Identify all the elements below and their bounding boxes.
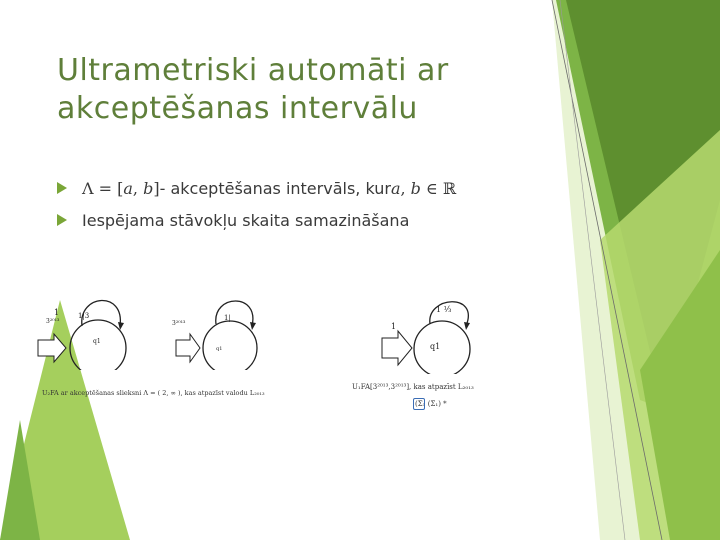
comma-2: , (400, 178, 411, 198)
state-circle (70, 320, 126, 370)
start-arrow-icon (382, 331, 412, 365)
bullet-arrow-icon (57, 214, 67, 226)
automaton-diagram-1 (30, 290, 140, 370)
caption-right-line-2: (Σ₁ (Σ₁) * (415, 400, 447, 408)
automaton-2-graphics (168, 296, 268, 370)
membership-expression (391, 179, 456, 198)
title-line-1: Ultrametriski automāti ar (57, 53, 449, 88)
bullet-item-reduction (57, 204, 517, 236)
start-weight-top: 1 (54, 308, 60, 317)
title-line-2: akceptēšanas intervālu (57, 91, 418, 126)
start-weight: 1 (391, 322, 397, 331)
bullet-text-interval: - akceptēšanas intervāls, kur (159, 178, 391, 198)
state-circle (414, 321, 470, 374)
automaton-1-graphics (30, 290, 140, 370)
loop-label: 1 ¹⁄₃ (436, 305, 452, 314)
automaton-diagram-2 (168, 296, 268, 370)
caption-left: U₂FA ar akceptēšanas slieksni Λ = ( 2, ∞ ), kas atpazīst valodu L₂₀₁₃ (42, 389, 265, 397)
small-logo-icon (413, 398, 425, 410)
loop-arrowhead-icon (464, 322, 470, 330)
start-weight: 3²⁰¹³ (172, 320, 186, 327)
lambda-close: ] (153, 178, 160, 198)
state-label: q1 (216, 346, 223, 352)
comma: , (132, 178, 144, 198)
caption-right-line-1: U₁FA[3²⁰¹³,3²⁰¹³], kas atpazīst L₂₀₁₃ (352, 383, 474, 391)
bullet-list (57, 172, 517, 236)
loop-arrowhead-icon (250, 322, 256, 330)
start-arrow-icon (38, 334, 66, 362)
loop-label: 1|3 (78, 312, 90, 320)
automaton-diagram-3 (376, 294, 486, 374)
var-b-2: b (410, 178, 421, 198)
automaton-3-graphics (376, 294, 486, 374)
slide-title (57, 52, 537, 128)
state-circle (203, 321, 257, 370)
bullet-text-reduction: Iespējama stāvokļu skaita samazināšana (82, 210, 410, 230)
var-a: a (123, 178, 133, 198)
bullet-arrow-icon (57, 182, 67, 194)
state-label: q1 (93, 338, 101, 345)
bullet-item-interval (57, 172, 517, 204)
start-weight-bottom: 3²⁰¹³ (46, 318, 60, 325)
var-b: b (143, 178, 154, 198)
member-of-reals: ∈ ℝ (420, 178, 457, 198)
var-a-2: a (390, 178, 401, 198)
loop-label: 1| (224, 314, 231, 322)
state-label: q1 (430, 342, 441, 351)
start-arrow-icon (176, 334, 200, 362)
lambda-open: Λ = [ (82, 178, 124, 198)
lambda-expression (82, 179, 160, 198)
